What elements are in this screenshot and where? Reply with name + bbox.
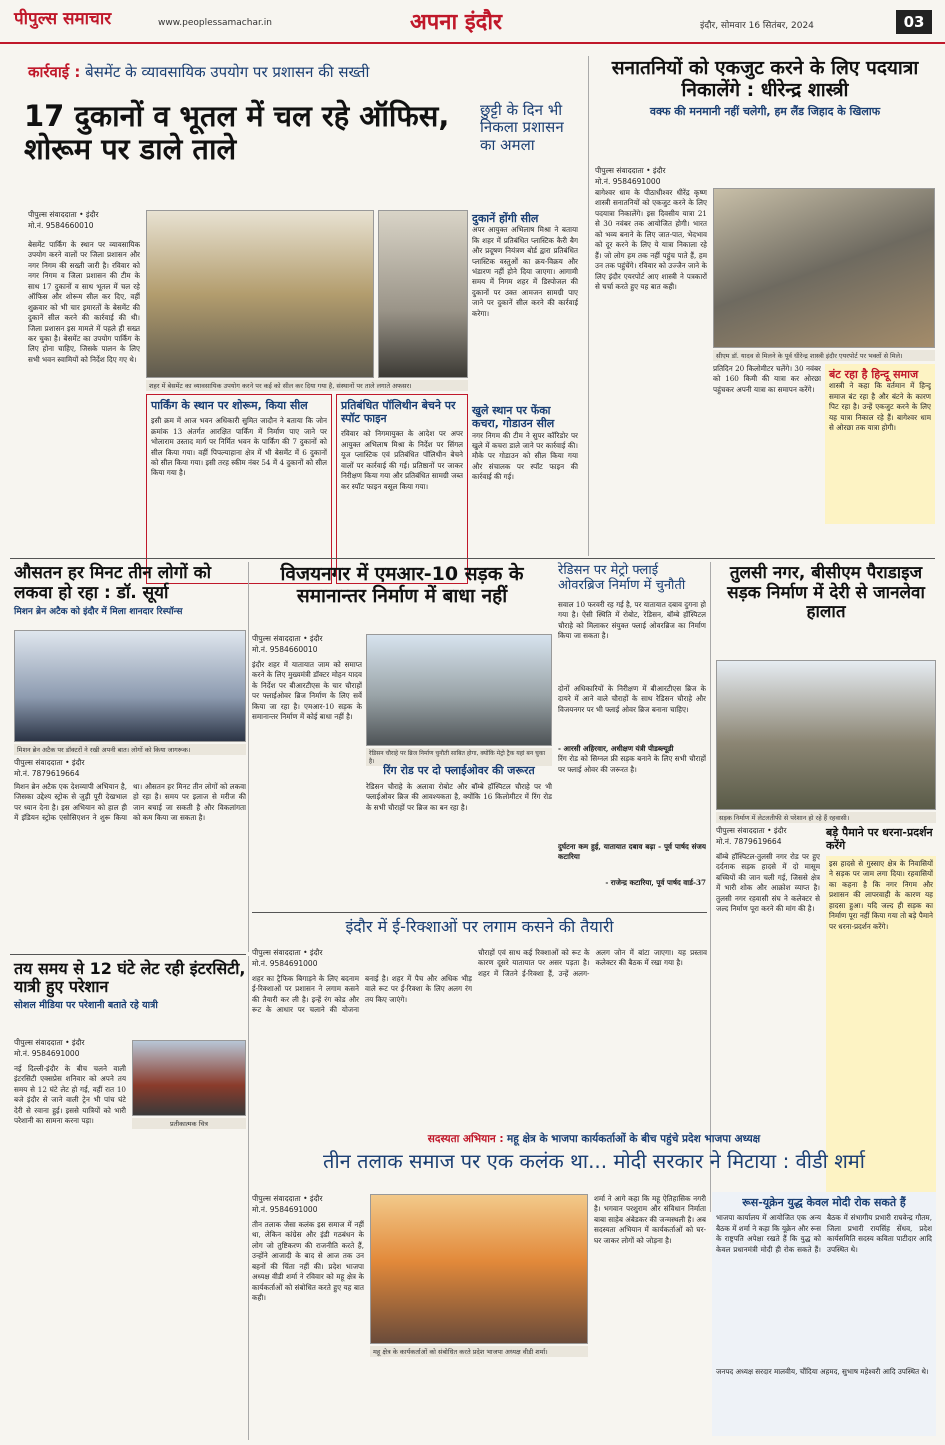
intercity-photo [132, 1040, 246, 1116]
lead-sub2-body: रविवार को निगमायुक्त के आदेश पर अपर आयुक्त अभिलाष मिश्रा के निर्देश पर सिंगल यूज प्लास्टिक एवं प्रतिबंधित पॉलिथीन बेचने वालों पर कार्रवाई की गई। प्रतिष्ठानों पर जाकर निरीक्षण किया गया और प्रतिबंधित सामग्री जब्त कर स्पॉट फाइन वसूल किया गया। [341, 429, 463, 491]
intercity-body: नई दिल्ली-इंदौर के बीच चलने वाली इंटरसिटी एक्सप्रेस शनिवार को अपने तय समय से 12 घंटे लेट हो गई, वहीं रात 10 बजे इंदौर से जाने वाली ट्रेन भी पांच घंटे देरी से रवाना हुई। इससे यात्रियों को भारी परेशानी का सामना करना पड़ा। [14, 1064, 126, 1126]
sanatan-box-body: शास्त्री ने कहा कि वर्तमान में हिन्दू समाज बंट रहा है और बंटने के कारण पिट रहा है। उन्हें एकजुट करने के लिए यह यात्रा निकाल रहे हैं। बागेश्वर धाम से ओरछा तक यात्रा होगी। [829, 381, 931, 432]
row-divider [252, 912, 707, 913]
sanatan-body-col2: प्रतिदिन 20 किलोमीटर चलेंगे। 30 नवंबर को 160 किमी की यात्रा कर ओरछा पहुंचकर अपनी यात्रा का समापन करेंगे। [713, 364, 821, 394]
dateline: इंदौर, सोमवार 16 सितंबर, 2024 [700, 21, 814, 31]
radisson-headline: रेडिसन पर मेट्रो फ्लाई ओवरब्रिज निर्माण में चुनौती [558, 563, 686, 593]
mobile-no: मो.नं. 9584691000 [595, 176, 661, 186]
sanatan-photo [713, 188, 935, 348]
tulsi-photo-caption: सड़क निर्माण में लेटलतीफी से परेशान हो रहे हैं रहवासी। [716, 812, 936, 823]
erickshaw-headline: इंदौर में ई-रिक्शाओं पर लगाम कसने की तैयारी [345, 917, 614, 936]
tulsi-story [716, 564, 936, 1214]
vijaynagar-headline: विजयनगर में एमआर-10 सड़क के समानान्तर निर्माण में बाधा नहीं [280, 563, 524, 607]
lead-sub3-body: अपर आयुक्त अभिलाष मिश्रा ने बताया कि शहर में प्रतिबंधित प्लास्टिक कैरी बैग और प्रदूषण नियंत्रण बोर्ड द्वारा प्रतिबंधित प्लास्टिक वस्तुओं का क्रय-विक्रय और भंडारण नहीं होने दिया जाएगा। आगामी समय में निगम शहर में डिस्पोजल की दुकानों पर उक्त आमजन सामग्री पाए जाने पर दुकानें सील करने की कार्रवाई करेगा। [472, 225, 578, 318]
bjp-photo-caption: महू क्षेत्र के कार्यकर्ताओं को संबोधित करते प्रदेश भाजपा अध्यक्ष वीडी शर्मा। [370, 1346, 588, 1357]
mobile-no: मो.नं. 9584691000 [252, 958, 318, 968]
radisson-signoff: - राजेन्द्र कटारिया, पूर्व पार्षद वार्ड-37 [605, 878, 706, 887]
reporter: पीपुल्स संवाददाता • इंदौर [252, 948, 323, 957]
bjp-byline [252, 1194, 362, 1215]
stroke-headline: औसतन हर मिनट तीन लोगों को लकवा हो रहा : डॉ. सूर्या [14, 563, 212, 603]
erickshaw-byline [252, 948, 362, 969]
radisson-body: सवाल 10 फरवरी रह गई है, पर यातायात दबाव दुगना हो गया है। ऐसी स्थिति में रोबोट, रेडिसन, बॉम्बे हॉस्पिटल चौराहे को मिलाकर संयुक्त फ्लाई ओवरब्रिज का निर्माण किया जा सकता है। [558, 599, 706, 641]
mobile-no: मो.नं. 9584691000 [14, 1048, 80, 1058]
intercity-byline [14, 1038, 124, 1059]
tulsi-side-head: बड़े पैमाने पर धरना-प्रदर्शन करेंगे [826, 826, 933, 853]
sanatan-box-head: बंट रहा है हिन्दू समाज [829, 368, 919, 381]
lead-sub3-head: दुकानें होंगी सील [472, 212, 539, 225]
masthead [0, 0, 945, 44]
radisson-bullet2: - आरसी अहिरवार, अधीक्षण यंत्री पीडब्ल्यूडी [558, 743, 674, 753]
vijaynagar-photo-caption: रेडिसन चौराहे पर ब्रिज निर्माण चुनौती साबित होगा, क्योंकि मेट्रो ट्रैक यहां बन चुका है। [366, 748, 552, 766]
lead-side-head: छुट्टी के दिन भी निकला प्रशासन का अमला [480, 101, 564, 154]
vijaynagar-sub-head: रिंग रोड पर दो फ्लाईओवर की जरूरत [383, 764, 535, 777]
sanatan-box [825, 364, 935, 524]
lead-story [10, 52, 585, 557]
lead-right-col [472, 212, 578, 592]
intercity-headline: तय समय से 12 घंटे लेट रही इंटरसिटी, यात्री हुए परेशान [14, 959, 246, 997]
tulsi-side-body: इस हादसे से गुस्साए क्षेत्र के निवासियों ने सड़क पर जाम लगा दिया। रहवासियों का कहना है कि नगर निगम और प्रशासन की लापरवाही के कारण यह हादसा हुआ। यदि जल्द ही सड़क का निर्माण पूरा नहीं किया गया तो बड़े पैमाने पर धरना-प्रदर्शन करेंगे। [826, 856, 936, 1210]
intercity-story [14, 960, 246, 1440]
lead-sub4-body: नगर निगम की टीम ने सुपर कॉरिडोर पर खुले में कचरा डाले जाने पर कार्रवाई की। मौके पर गोडाउन को सील किया गया और संचालक पर स्पॉट फाइन की कार्रवाई की गई। [472, 430, 578, 482]
lead-sub1-head: पार्किंग के स्थान पर शोरूम, किया सील [151, 399, 308, 412]
row-divider [10, 954, 246, 955]
stroke-body: मिशन ब्रेन अटैक एक देशव्यापी अभियान है, जिसका उद्देश्य स्ट्रोक से जुड़ी पूरी देखभाल पर ध्यान देना है। इस अभियान को हाल ही में इंडियन स्ट्रोक एसोसिएशन ने शुरू किया था। औसतन हर मिनट तीन लोगों को लकवा हो रहा है। समय पर इलाज से मरीज की जान बचाई जा सकती है और विकलांगता को कम किया जा सकता है। [14, 782, 246, 823]
tulsi-byline [716, 826, 826, 847]
reporter: पीपुल्स संवाददाता • इंदौर [716, 826, 787, 835]
row-divider [10, 558, 935, 559]
bjp-side-box [712, 1192, 936, 1436]
intercity-photo-caption: प्रतीकात्मक चित्र [132, 1118, 246, 1129]
reporter: पीपुल्स संवाददाता • इंदौर [252, 634, 323, 643]
bjp-headline: तीन तलाक समाज पर एक कलंक था... मोदी सरकार ने मिटाया : वीडी शर्मा [323, 1149, 865, 1173]
page-number: 03 [896, 10, 932, 34]
lead-body: बेसमेंट पार्किंग के स्थान पर व्यावसायिक उपयोग करने वालों पर जिला प्रशासन और नगर निगम की सख्ती जारी है। रविवार को नगर निगम व जिला प्रशासन की टीम के साथ 17 दुकानों व साथ भूतल में चल रहे ऑफिस और शोरूम सील कर दिए, वहीं शुक्रवार को भी चार इमारतों के बेसमेंट की दुकानें सील करने की कार्रवाई की थी। जिला प्रशासन इस मामले में पहले ही सख्त कर चुका है। बेसमेंट का उपयोग पार्किंग के लिए होना चाहिए, जिसके पालन के लिए सभी भवन स्वामियों को निर्देश दिए गए थे। [28, 240, 140, 364]
vijaynagar-dept-quote: दुर्घटना कम हुई, यातायात दबाव बढ़ा - पूर्व पार्षद संजय कटारिया [558, 842, 706, 862]
bjp-side-head: रूस-यूक्रेन युद्ध केवल मोदी रोक सकते हैं [742, 1196, 906, 1209]
vijaynagar-photo [366, 634, 552, 746]
vijaynagar-sub-body: रेडिसन चौराहे के अलावा रोबोट और बॉम्बे हॉस्पिटल चौराहे पर भी फ्लाईओवर ब्रिज की आवश्यकता है, क्योंकि 16 किलोमीटर में रिंग रोड के सभी चौराहों पर ब्रिज का बन रहा है। [366, 782, 552, 812]
col-divider [710, 562, 711, 1212]
vijaynagar-story [252, 564, 552, 844]
bjp-kicker-label: सदस्यता अभियान : [427, 1133, 504, 1145]
sanatan-body: बागेश्वर धाम के पीठाधीश्वर धीरेंद्र कृष्ण शास्त्री सनातनियों को एकजुट करने के लिए पदयात्रा निकालेंगे। इस दिवसीय यात्रा 21 से 30 नवंबर तक आयोजित होगी। भारत को भव्य बनाने के लिए जात-पात, भेदभाव को दूर करने के लिए ये यात्रा निकाला रहे हैं। जो लोग हम तक नहीं पहुंच पाते हैं, हम उन तक पहुंचेंगे। रविवार को उज्जैन जाने के लिए इंदौर एयरपोर्ट आए शास्त्री ने पत्रकारों से चर्चा करते हुए यह बात कही। [595, 188, 707, 291]
stroke-photo-caption: मिशन ब्रेन अटैक पर डॉक्टरों ने रखी अपनी बात। लोगों को किया जागरूक। [14, 744, 246, 755]
mobile-no: मो.नं. 9584691000 [252, 1204, 318, 1214]
kicker-label: कार्रवाई : [28, 63, 81, 81]
stroke-story [14, 564, 246, 954]
site-url[interactable]: www.peoplessamachar.in [158, 18, 272, 28]
stroke-byline [14, 758, 124, 779]
vijaynagar-body: इंदौर शहर में यातायात जाम को समाप्त करने के लिए मुख्यमंत्री डॉक्टर मोहन यादव के निर्देश पर बीआरटीएस के चार चौराहों पर फ्लाईओवर ब्रिज निर्माण के लिए सर्वे किया जा रहा है। एमआर-10 सड़क के समानान्तर निर्माण में कोई बाधा नहीं है। [252, 660, 362, 722]
sanatan-story [595, 58, 935, 558]
radisson-bullet3: रिंग रोड को सिग्नल फ्री सड़क बनाने के लिए सभी चौराहों पर फ्लाई ओवर की जरूरत है। [558, 754, 706, 774]
sanatan-subhead: वक्फ की मनमानी नहीं चलेगी, हम लैंड जिहाद के खिलाफ [649, 104, 881, 118]
lead-sub2-box [336, 394, 468, 584]
reporter: पीपुल्स संवाददाता • इंदौर [595, 166, 666, 175]
lead-photo-building [146, 210, 374, 378]
bjp-side-body2: जनपद अध्यक्ष सरदार मालवीय, चौंदिया अहमद, सुभाष महेश्वरी आदि उपस्थित थे। [716, 1367, 929, 1377]
erickshaw-body: शहर का ट्रैफिक बिगाड़ने के लिए बदनाम ई-रिक्शाओं पर प्रशासन ने लगाम कसने की तैयारी कर ली है। इन्हें रंग कोड और रूट के आधार पर चलाने की योजना बनाई है। शहर में पैच और अधिक भीड़ वाले रूट पर ई-रिक्शा के लिए अलग रंग तय किए जाएंगे। [252, 974, 472, 1015]
kicker-text: बेसमेंट के व्यावसायिक उपयोग पर प्रशासन की सख्ती [85, 63, 370, 81]
bjp-body: तीन तलाक जैसा कलंक इस समाज में नहीं था, लेकिन कांग्रेस और इंडी गठबंधन के लोग जो तुष्टिकरण की राजनीति करते हैं, उन्होंने आजादी के बाद से आज तक उन बहनों की चिंता नहीं की। प्रदेश भाजपा अध्यक्ष वीडी शर्मा ने रविवार को महू क्षेत्र के कार्यकर्ताओं को संबोधित करते हुए यह बात कही। [252, 1220, 364, 1303]
tulsi-body: बॉम्बे हॉस्पिटल-तुलसी नगर रोड पर हुए दर्दनाक सड़क हादसे में दो मासूम बच्चियों की जान चली गई, जिससे क्षेत्र में भारी शोक और आक्रोश व्याप्त है। तुलसी नगर रहवासी संघ ने कलेक्टर से जल्द निर्माण पूरा करने की मांग की है। [716, 852, 820, 914]
bjp-side-body: भाजपा कार्यालय में आयोजित एक अन्य बैठक में शर्मा ने कहा कि यूक्रेन और रूस के राष्ट्रपति अपेक्षा रखते हैं कि युद्ध को केवल प्रधानमंत्री मोदी ही रोक सकते हैं। बैठक में संभागीय प्रभारी राघवेन्द्र गौतम, जिला प्रभारी रायसिंह सेंधव, प्रदेश कार्यसमिति सदस्य कविता पाटीदार आदि उपस्थित थे। [716, 1213, 932, 1254]
tulsi-headline: तुलसी नगर, बीसीएम पैराडाइज सड़क निर्माण में देरी से जानलेवा हालात [727, 563, 925, 623]
reporter: पीपुल्स संवाददाता • इंदौर [252, 1194, 323, 1203]
lead-photo-shutter [378, 210, 468, 378]
reporter: पीपुल्स संवाददाता • इंदौर [14, 758, 85, 767]
bjp-story [252, 1132, 936, 1440]
intercity-subhead: सोशल मीडिया पर परेशानी बताते रहे यात्री [14, 999, 158, 1011]
lead-headline: 17 दुकानों व भूतल में चल रहे ऑफिस, शोरूम पर डाले ताले [24, 99, 450, 167]
lead-sub1-body: इसी क्रम में आज भवन अधिकारी सुमित जादौन ने बताया कि जोन क्रमांक 13 अंतर्गत आरक्षित पार्किंग में निर्माण पाए जाने पर भोलाराम उस्ताद मार्ग पर निर्मित भवन के पार्किंग की 7 दुकानों को सील किया गया। वहीं पिपल्याहाना क्षेत्र में भी बेसमेंट में 6 दुकानों को सील किया गया। इसी तरह स्कीम नंबर 54 में 4 दुकानों को सील किया गया है। [151, 416, 327, 478]
erickshaw-story [252, 918, 707, 1128]
mobile-no: मो.नं. 7879619664 [716, 836, 782, 846]
col-divider [248, 956, 249, 1440]
erickshaw-body2: चौराहों एवं साथ कई रिक्शाओं को रूट के कारण दूसरे यातायात पर असर पड़ता है। शहर में जितने ई-रिक्शा हैं, उन्हें अलग-अलग जोन में बांटा जाएगा। यह प्रस्ताव कलेक्टर की बैठक में रखा गया है। [478, 948, 707, 978]
lead-photo-caption: शहर में बेसमेंट का व्यावसायिक उपयोग करने पर कई को सील कर दिया गया है, संस्थानों पर ताले लगाते अफसर। [146, 380, 468, 391]
stroke-subhead: मिशन ब्रेन अटैक को इंदौर में मिला शानदार रिस्पॉन्स [14, 607, 183, 618]
col-divider [248, 562, 249, 952]
reporter: पीपुल्स संवाददाता • इंदौर [28, 210, 99, 219]
sanatan-byline [595, 166, 745, 187]
sanatan-photo-caption: सीएम डॉ. यादव से मिलने के पूर्व धीरेन्द्र शास्त्री इंदौर एयरपोर्ट पर भक्तों से मिले। [713, 350, 935, 361]
lead-sub4-head: खुले स्थान पर फेंका कचरा, गोडाउन सील [472, 404, 555, 431]
stroke-photo [14, 630, 246, 742]
lead-kicker [28, 62, 578, 82]
lead-sub2-head: प्रतिबंधित पॉलिथीन बेचने पर स्पॉट फाइन [341, 399, 456, 426]
mobile-no: मो.नं. 7879619664 [14, 768, 80, 778]
radisson-bullet1: दोनों अधिकारियों के निरीक्षण में बीआरटीएस ब्रिज के दायरे में आने वाले चौराहों के साथ रेडिसन चौराहे और विजयनगर पर भी फ्लाई ओवर ब्रिज बनाना चाहिए। [558, 683, 706, 714]
section-title: अपना इंदौर [410, 10, 503, 35]
bjp-body2: शर्मा ने आगे कहा कि महू ऐतिहासिक नगरी है। भगवान परशुराम और संविधान निर्माता बाबा साहेब अंबेडकर की जन्मस्थली है। अब सदस्यता अभियान में कार्यकर्ताओं को घर-घर जाकर लोगों को जोड़ना है। [594, 1194, 706, 1245]
radisson-story [558, 564, 706, 844]
mobile-no: मो.नं. 9584660010 [252, 644, 318, 654]
tulsi-photo [716, 660, 936, 810]
mobile-no: मो.नं. 9584660010 [28, 220, 94, 230]
lead-sub1-box [146, 394, 332, 584]
col-divider [588, 56, 589, 556]
brand-logo: पीपुल्स समाचार [14, 9, 112, 29]
bjp-photo [370, 1194, 588, 1344]
vijaynagar-byline [252, 634, 362, 655]
lead-byline [28, 210, 138, 231]
bjp-kicker [252, 1132, 936, 1146]
reporter: पीपुल्स संवाददाता • इंदौर [14, 1038, 85, 1047]
sanatan-headline: सनातनियों को एकजुट करने के लिए पदयात्रा निकालेंगे : धीरेन्द्र शास्त्री [611, 57, 919, 101]
bjp-kicker-text: महू क्षेत्र के भाजपा कार्यकर्ताओं के बीच पहुंचे प्रदेश भाजपा अध्यक्ष [506, 1133, 761, 1145]
